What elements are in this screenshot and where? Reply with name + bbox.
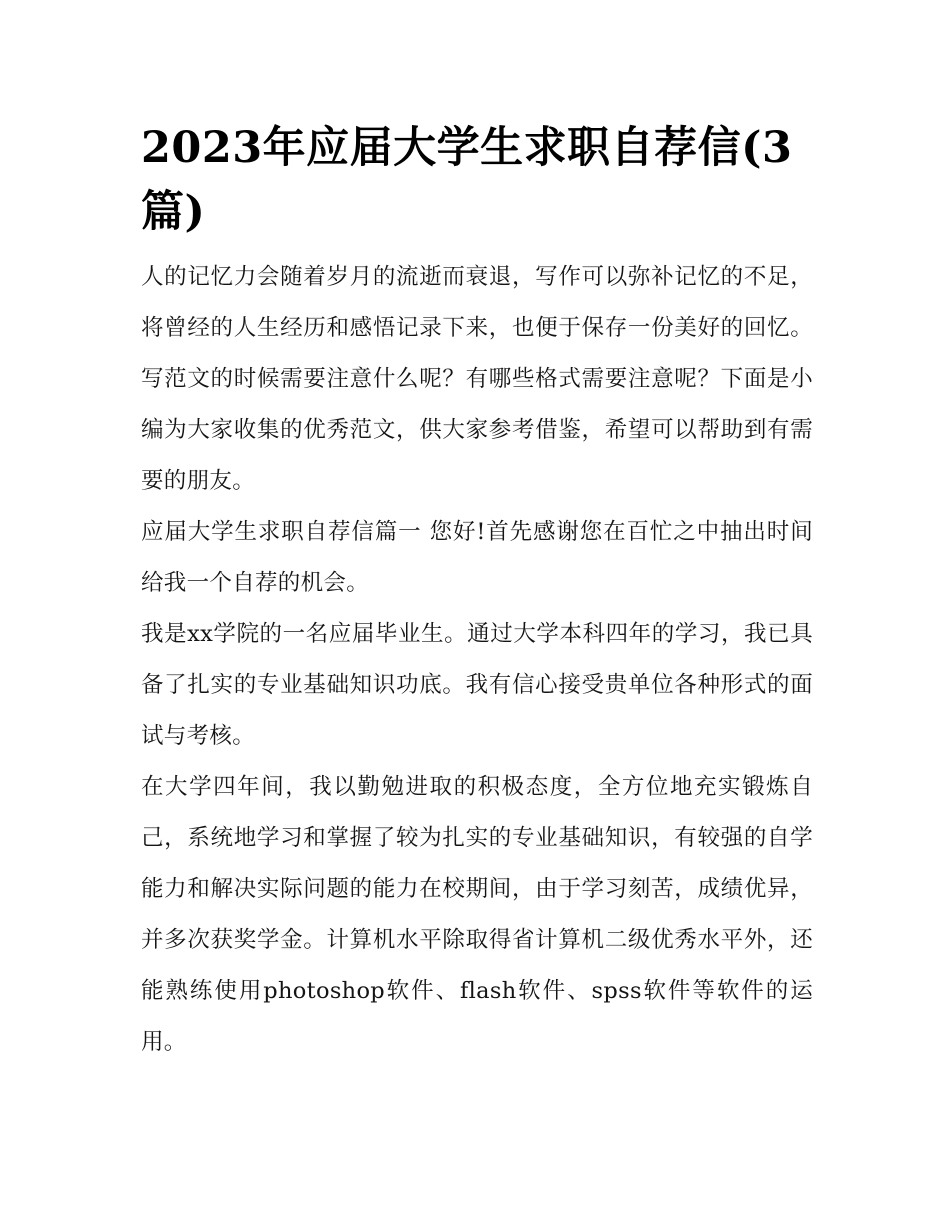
paragraph-intro: 人的记忆力会随着岁月的流逝而衰退，写作可以弥补记忆的不足，将曾经的人生经历和感悟记录下来，也便于保存一份美好的回忆。写范文的时候需要注意什么呢？有哪些格式需要注意呢？下面是小编为大家收集的优秀范文，供大家参考借鉴，希望可以帮助到有需要的朋友。	[141, 264, 813, 494]
paragraph-self-intro: 我是xx学院的一名应届毕业生。通过大学本科四年的学习，我已具备了扎实的专业基础知识功底。我有信心接受贵单位各种形式的面试与考核。	[141, 621, 813, 749]
paragraph-greeting: 应届大学生求职自荐信篇一 您好!首先感谢您在百忙之中抽出时间给我一个自荐的机会。	[141, 519, 813, 596]
document-body	[141, 116, 813, 1068]
paragraph-university-experience: 在大学四年间，我以勤勉进取的积极态度，全方位地充实锻炼自己，系统地学习和掌握了较为扎实的专业基础知识，有较强的自学能力和解决实际问题的能力在校期间，由于学习刻苦，成绩优异，并多次获奖学金。计算机水平除取得省计算机二级优秀水平外，还能熟练使用photoshop软件、flash软件、spss软件等软件的运用。	[141, 774, 813, 1055]
document-title: 2023年应届大学生求职自荐信(3篇)	[141, 123, 793, 237]
